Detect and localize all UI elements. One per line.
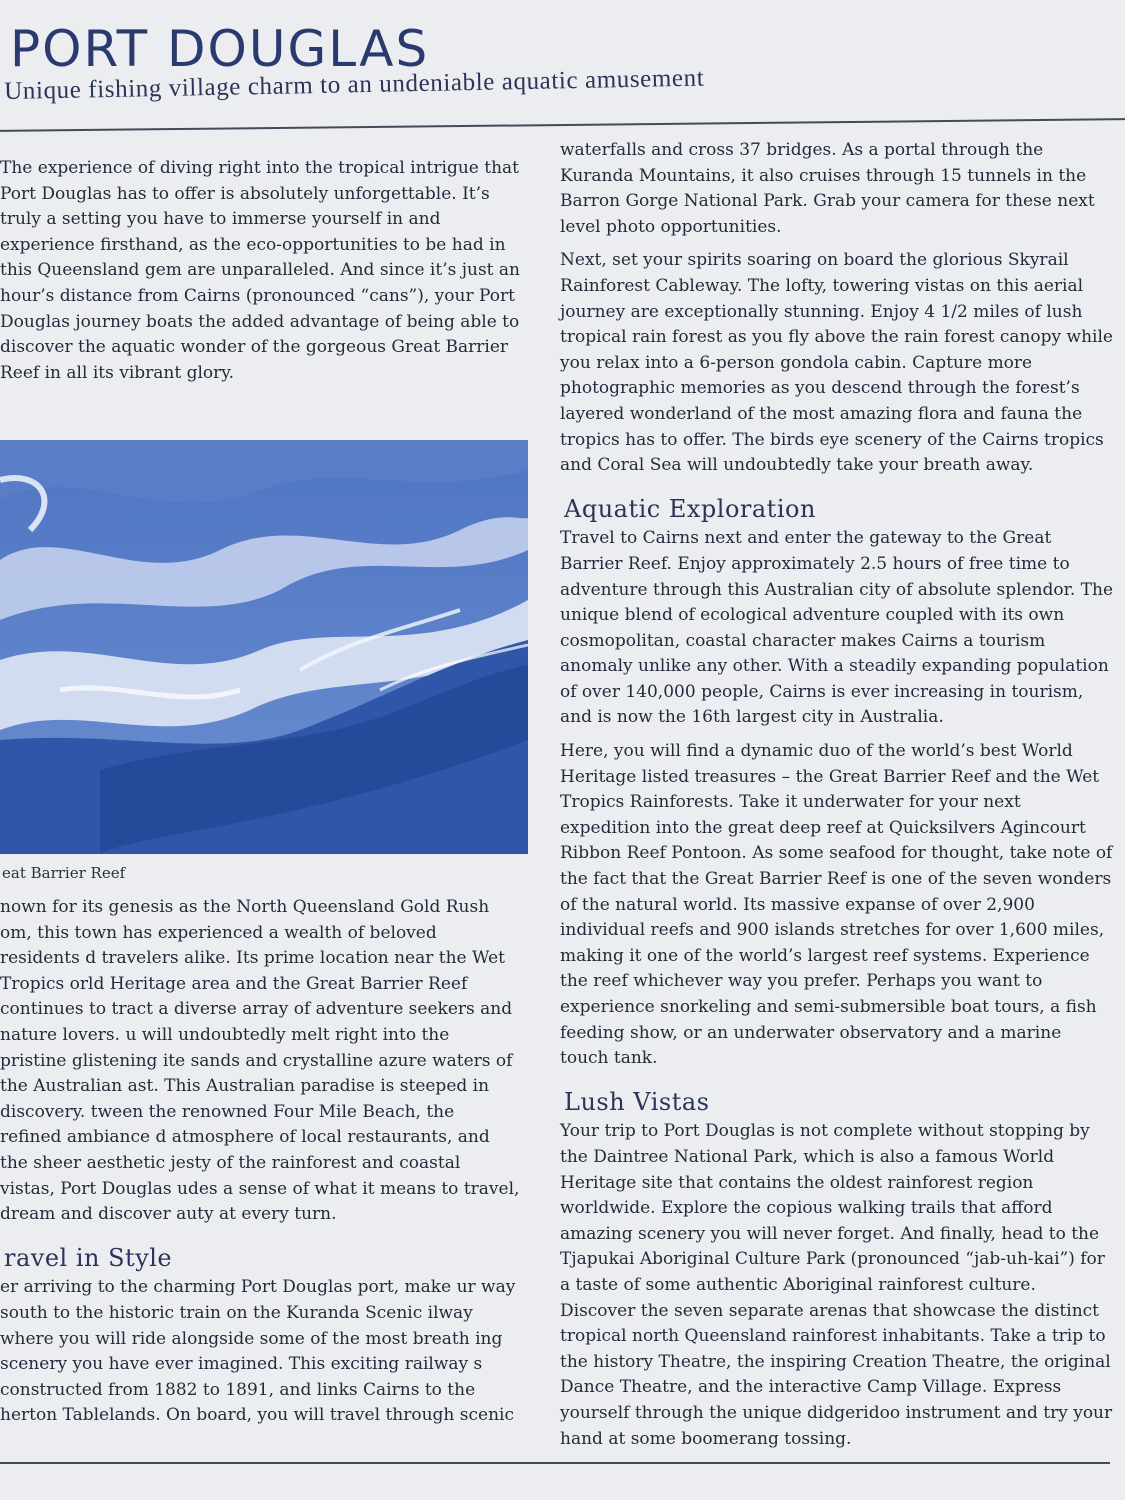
cairns-paragraph: Travel to Cairns next and enter the gateway to the Great Barrier Reef. Enjoy approximately 2.5 hours of free time to adventure through this Australian city of absolute splendor. The unique blend of ecological adventure coupled with its own cosmopolitan, coastal character makes Cairns a tourism anomaly unlike any other. With a steadily expanding population of over 140,000 people, Cairns is ever increasing in tourism, and is now the 16th largest city in Australia. [560, 528, 1114, 728]
intro-paragraph: The experience of diving right into the tropical intrigue that Port Douglas has to offer is absolutely unforgettable. It’s truly a setting you have to immerse yourself in and experience firsthand, as the eco-opportunities to be had in this Queensland gem are unparalleled. And since it’s just an hour’s distance from Cairns (pronounced “cans”), your Port Douglas journey boats the added advantage of being able to discover the aquatic wonder of the gorgeous Great Barrier Reef in all its vibrant glory. [0, 158, 520, 383]
photo-caption: eat Barrier Reef [2, 864, 126, 882]
bottom-divider [0, 1462, 1110, 1464]
town-paragraph: nown for its genesis as the North Queensland Gold Rush om, this town has experienced a wealth of beloved residents d travelers alike. Its prime location near the Wet Tropics orld Heritage area and the Great Barrier Reef continues to tract a diverse array of adventure seekers and nature lovers. u will undoubtedly melt right into the pristine glistening ite sands and crystalline azure waters of the Australian ast. This Australian paradise is steeped in discovery. tween the renowned Four Mile Beach, the refined ambiance d atmosphere of local restaurants, and the sheer aesthetic jesty of the rainforest and coastal vistas, Port Douglas udes a sense of what it means to travel, dream and discover auty at every turn. [0, 897, 520, 1225]
left-column-body [0, 895, 520, 1437]
daintree-paragraph: Your trip to Port Douglas is not complete without stopping by the Daintree National Park, which is also a famous World Heritage site that contains the oldest rainforest region worldwide. Explore the copious walking trails that afford amazing scenery you will never forget. And finally, head to the Tjapukai Aboriginal Culture Park (pronounced “jab-uh-kai”) for a taste of some authentic Aboriginal rainforest culture. Discover the seven separate arenas that showcase the distinct tropical north Queensland rainforest inhabitants. Take a trip to the history Theatre, the inspiring Creation Theatre, the original Dance Theatre, and the interactive Camp Village. Express yourself through the unique didgeridoo instrument and try your hand at some boomerang tossing. [560, 1121, 1113, 1449]
reef-paragraph: Here, you will find a dynamic duo of the world’s best World Heritage listed treasures – the Great Barrier Reef and the Wet Tropics Rainforests. Take it underwater for your next expedition into the great deep reef at Quicksilvers Agincourt Ribbon Reef Pontoon. As some seafood for thought, take note of the fact that the Great Barrier Reef is one of the seven wonders of the natural world. Its massive expanse of over 2,900 individual reefs and 900 islands stretches for over 1,600 miles, making it one of the world’s largest reef systems. Experience the reef whichever way you prefer. Perhaps you want to experience snorkeling and semi-submersible boat tours, a fish feeding show, or an underwater observatory and a marine touch tank. [560, 741, 1113, 1069]
reef-aerial-image [0, 440, 528, 854]
kuranda-paragraph: waterfalls and cross 37 bridges. As a portal through the Kuranda Mountains, it also cruises through 15 tunnels in the Barron Gorge National Park. Grab your camera for these next level photo opportunities. [560, 140, 1095, 237]
heading-aquatic-exploration: Aquatic Exploration [564, 494, 816, 523]
page-title: PORT DOUGLAS [10, 20, 430, 78]
skyrail-paragraph: Next, set your spirits soaring on board the glorious Skyrail Rainforest Cableway. The lofty, towering vistas on this aerial journey are exceptionally stunning. Enjoy 4 1/2 miles of lush tropical rain forest as you fly above the rain forest canopy while you relax into a 6-person gondola cabin. Capture more photographic memories as you descend through the forest’s layered wonderland of the most amazing flora and fauna the tropics has to offer. The birds eye scenery of the Cairns tropics and Coral Sea will undoubtedly take your breath away. [560, 250, 1113, 476]
great-barrier-reef-photo [0, 440, 528, 854]
heading-travel-in-style: ravel in Style [4, 1243, 173, 1272]
left-column-intro [0, 156, 530, 394]
heading-lush-vistas: Lush Vistas [564, 1087, 710, 1116]
right-column [560, 138, 1115, 1460]
page-subtitle: Unique fishing village charm to an undeniable aquatic amusement [4, 64, 705, 105]
railway-paragraph: er arriving to the charming Port Douglas port, make ur way south to the historic train on the Kuranda Scenic ilway where you will ride alongside some of the most breath ing scenery you have ever imagined. This exciting railway s constructed from 1882 to 1891, and links Cairns to the herton Tablelands. On board, you will travel through scenic [0, 1277, 516, 1426]
top-divider [0, 118, 1125, 132]
